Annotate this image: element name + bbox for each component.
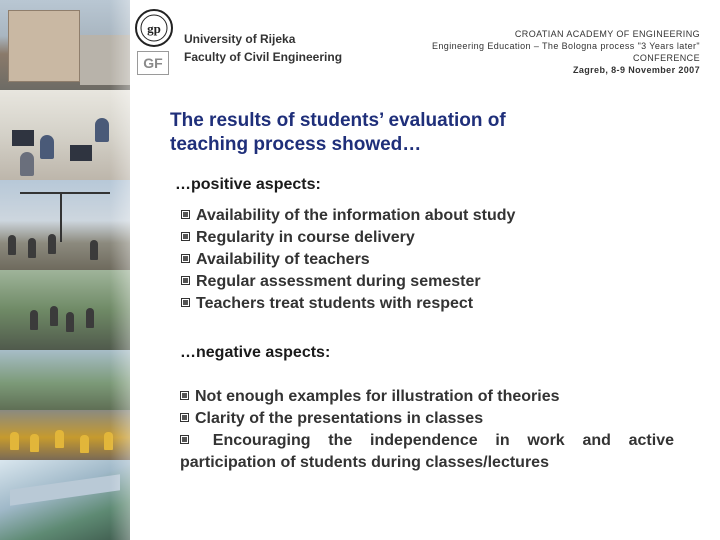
list-item: Availability of the information about study [181,205,515,227]
conference-label: CONFERENCE [632,53,700,63]
bullet-icon [181,254,190,263]
list-item: Regularity in course delivery [181,227,515,249]
conference-info [432,28,700,76]
list-item: Regular assessment during semester [181,271,515,293]
list-item: Teachers treat students with respect [181,293,515,315]
slide-title-line1: The results of students’ evaluation of [170,110,506,131]
negative-list [180,386,674,474]
conference-org: CROATIAN ACADEMY OF ENGINEERING [514,29,700,39]
bullet-icon [181,232,190,241]
university-name: University of Rijeka [184,32,296,46]
positive-heading: …positive aspects: [175,176,321,193]
gf-badge: GF [137,51,169,75]
bullet-icon [180,391,189,400]
slide-title [170,109,670,157]
bullet-icon [180,413,189,422]
list-item: Clarity of the presentations in classes [180,408,674,430]
institution-name [184,30,342,66]
list-item: Availability of teachers [181,249,515,271]
slide-title-line2: teaching process showed… [170,134,422,155]
bullet-icon [180,435,189,444]
university-seal-icon [134,8,174,48]
faculty-name: Faculty of Civil Engineering [184,50,343,64]
bullet-icon [181,276,190,285]
positive-list [181,205,515,315]
conference-date: Zagreb, 8-9 November 2007 [572,65,700,75]
bullet-icon [181,298,190,307]
photo-strip [0,0,130,540]
list-item: Not enough examples for illustration of theories [180,386,674,408]
negative-heading: …negative aspects: [180,344,331,361]
bullet-icon [181,210,190,219]
svg-text:gp: gp [147,21,161,36]
list-item: Encouraging the independence in work and active participation of students during classes/lectures [180,432,675,471]
conference-theme: Engineering Education – The Bologna process "3 Years later" [432,41,700,51]
